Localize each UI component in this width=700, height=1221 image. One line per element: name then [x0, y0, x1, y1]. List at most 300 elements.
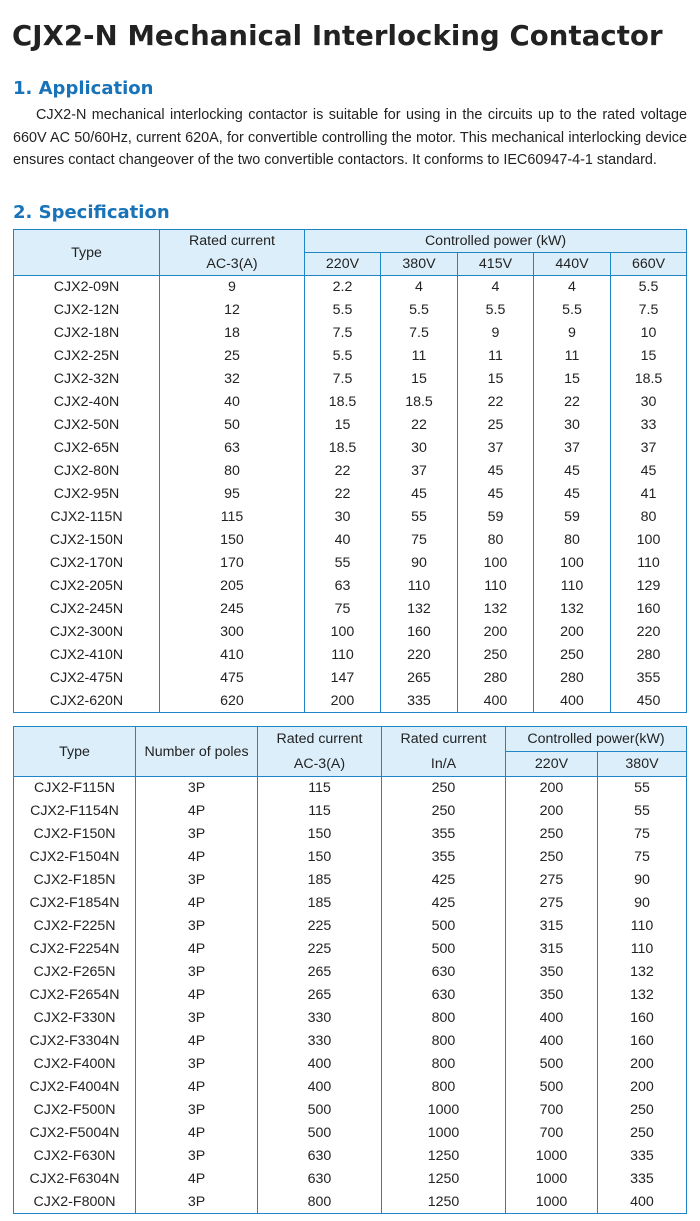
poles-header: Number of poles	[136, 727, 258, 777]
value-cell: 350	[506, 961, 598, 984]
table-row	[14, 984, 687, 1007]
value-cell: 4P	[136, 892, 258, 915]
table-row	[14, 552, 687, 575]
value-cell: 22	[381, 414, 458, 437]
table-row	[14, 800, 687, 823]
value-cell: 1000	[506, 1145, 598, 1168]
value-cell: 18.5	[305, 391, 381, 414]
value-cell: 132	[598, 984, 687, 1007]
value-cell: 335	[598, 1168, 687, 1191]
rated-current-in-unit-header: In/A	[382, 752, 506, 777]
value-cell: 15	[611, 345, 687, 368]
value-cell: 2.2	[305, 276, 381, 299]
value-cell: 5.5	[381, 299, 458, 322]
value-cell: 22	[305, 460, 381, 483]
value-cell: 25	[458, 414, 534, 437]
value-cell: 110	[381, 575, 458, 598]
value-cell: 3P	[136, 1145, 258, 1168]
value-cell: 80	[160, 460, 305, 483]
value-cell: 9	[160, 276, 305, 299]
value-cell: 250	[382, 777, 506, 800]
value-cell: 33	[611, 414, 687, 437]
value-cell: 5.5	[458, 299, 534, 322]
value-cell: 475	[160, 667, 305, 690]
value-cell: 3P	[136, 1053, 258, 1076]
value-cell: 1250	[382, 1145, 506, 1168]
table-row	[14, 598, 687, 621]
value-cell: 147	[305, 667, 381, 690]
value-cell: 205	[160, 575, 305, 598]
value-cell: 40	[305, 529, 381, 552]
voltage-header: 440V	[534, 253, 611, 276]
value-cell: 25	[160, 345, 305, 368]
model-cell: CJX2-F500N	[14, 1099, 136, 1122]
model-cell: CJX2-95N	[14, 483, 160, 506]
value-cell: 115	[160, 506, 305, 529]
value-cell: 400	[258, 1076, 382, 1099]
table-row	[14, 621, 687, 644]
table-row	[14, 322, 687, 345]
value-cell: 250	[598, 1122, 687, 1145]
value-cell: 22	[458, 391, 534, 414]
value-cell: 220	[381, 644, 458, 667]
model-cell: CJX2-F185N	[14, 869, 136, 892]
value-cell: 45	[534, 483, 611, 506]
value-cell: 800	[258, 1191, 382, 1214]
value-cell: 100	[534, 552, 611, 575]
value-cell: 1000	[506, 1168, 598, 1191]
value-cell: 41	[611, 483, 687, 506]
model-cell: CJX2-80N	[14, 460, 160, 483]
type-header: Type	[14, 230, 160, 276]
controlled-power-header: Controlled power (kW)	[305, 230, 687, 253]
value-cell: 400	[506, 1030, 598, 1053]
value-cell: 275	[506, 892, 598, 915]
model-cell: CJX2-150N	[14, 529, 160, 552]
value-cell: 500	[258, 1122, 382, 1145]
table-body	[14, 276, 687, 713]
contactor-spec-table	[13, 229, 687, 713]
table-row	[14, 460, 687, 483]
value-cell: 3P	[136, 823, 258, 846]
value-cell: 110	[598, 915, 687, 938]
model-cell: CJX2-F150N	[14, 823, 136, 846]
value-cell: 250	[506, 823, 598, 846]
value-cell: 4P	[136, 984, 258, 1007]
table-row	[14, 414, 687, 437]
value-cell: 160	[611, 598, 687, 621]
rated-current-in-header: Rated current	[382, 727, 506, 752]
rated-current-unit-header: AC-3(A)	[160, 253, 305, 276]
model-cell: CJX2-F2254N	[14, 938, 136, 961]
page-title: CJX2-N Mechanical Interlocking Contactor	[12, 20, 663, 52]
type-header: Type	[14, 727, 136, 777]
value-cell: 425	[382, 892, 506, 915]
value-cell: 280	[611, 644, 687, 667]
table-row	[14, 391, 687, 414]
value-cell: 45	[458, 460, 534, 483]
value-cell: 18.5	[611, 368, 687, 391]
value-cell: 37	[534, 437, 611, 460]
value-cell: 630	[258, 1145, 382, 1168]
table-row	[14, 667, 687, 690]
specification-heading: 2. Specification	[13, 202, 170, 223]
value-cell: 4P	[136, 846, 258, 869]
value-cell: 90	[598, 892, 687, 915]
value-cell: 4P	[136, 800, 258, 823]
voltage-header: 415V	[458, 253, 534, 276]
table-body	[14, 777, 687, 1214]
value-cell: 265	[258, 961, 382, 984]
value-cell: 132	[534, 598, 611, 621]
value-cell: 150	[258, 823, 382, 846]
value-cell: 11	[381, 345, 458, 368]
value-cell: 55	[598, 800, 687, 823]
application-heading: 1. Application	[13, 78, 154, 99]
value-cell: 220	[611, 621, 687, 644]
value-cell: 100	[458, 552, 534, 575]
table-row	[14, 506, 687, 529]
table-row	[14, 368, 687, 391]
value-cell: 200	[305, 690, 381, 713]
value-cell: 18	[160, 322, 305, 345]
value-cell: 300	[160, 621, 305, 644]
value-cell: 4P	[136, 938, 258, 961]
value-cell: 40	[160, 391, 305, 414]
value-cell: 170	[160, 552, 305, 575]
model-cell: CJX2-50N	[14, 414, 160, 437]
value-cell: 100	[611, 529, 687, 552]
value-cell: 280	[534, 667, 611, 690]
value-cell: 225	[258, 938, 382, 961]
value-cell: 630	[382, 984, 506, 1007]
value-cell: 800	[382, 1053, 506, 1076]
table-row	[14, 690, 687, 713]
value-cell: 30	[381, 437, 458, 460]
value-cell: 50	[160, 414, 305, 437]
value-cell: 250	[506, 846, 598, 869]
value-cell: 15	[381, 368, 458, 391]
value-cell: 7.5	[381, 322, 458, 345]
value-cell: 410	[160, 644, 305, 667]
table-row	[14, 1099, 687, 1122]
value-cell: 132	[381, 598, 458, 621]
application-text: CJX2-N mechanical interlocking contactor is suitable for using in the circuits up to the rated voltage 660V AC 50/60Hz, current 620A, for convertible controlling the motor. This mechanical interlocking device ensures contact changeover of the two convertible contactors. It conforms to IEC60947-4-1 standard.	[13, 107, 687, 168]
model-cell: CJX2-300N	[14, 621, 160, 644]
value-cell: 315	[506, 938, 598, 961]
model-cell: CJX2-F6304N	[14, 1168, 136, 1191]
value-cell: 100	[305, 621, 381, 644]
voltage-header: 380V	[381, 253, 458, 276]
model-cell: CJX2-25N	[14, 345, 160, 368]
value-cell: 3P	[136, 1099, 258, 1122]
value-cell: 75	[598, 823, 687, 846]
value-cell: 400	[598, 1191, 687, 1214]
value-cell: 700	[506, 1099, 598, 1122]
value-cell: 132	[598, 961, 687, 984]
value-cell: 620	[160, 690, 305, 713]
value-cell: 55	[598, 777, 687, 800]
model-cell: CJX2-F1154N	[14, 800, 136, 823]
value-cell: 275	[506, 869, 598, 892]
model-cell: CJX2-410N	[14, 644, 160, 667]
value-cell: 265	[258, 984, 382, 1007]
value-cell: 5.5	[611, 276, 687, 299]
value-cell: 250	[458, 644, 534, 667]
value-cell: 110	[458, 575, 534, 598]
value-cell: 4P	[136, 1030, 258, 1053]
value-cell: 75	[381, 529, 458, 552]
value-cell: 32	[160, 368, 305, 391]
value-cell: 110	[305, 644, 381, 667]
value-cell: 200	[534, 621, 611, 644]
value-cell: 150	[160, 529, 305, 552]
table-row	[14, 644, 687, 667]
table-row	[14, 915, 687, 938]
value-cell: 3P	[136, 777, 258, 800]
value-cell: 15	[534, 368, 611, 391]
value-cell: 335	[381, 690, 458, 713]
table-row	[14, 1053, 687, 1076]
value-cell: 75	[598, 846, 687, 869]
value-cell: 355	[382, 846, 506, 869]
model-cell: CJX2-F330N	[14, 1007, 136, 1030]
value-cell: 80	[458, 529, 534, 552]
model-cell: CJX2-F5004N	[14, 1122, 136, 1145]
value-cell: 500	[506, 1076, 598, 1099]
value-cell: 500	[382, 915, 506, 938]
value-cell: 80	[611, 506, 687, 529]
model-cell: CJX2-245N	[14, 598, 160, 621]
value-cell: 355	[611, 667, 687, 690]
voltage-header: 660V	[611, 253, 687, 276]
value-cell: 200	[598, 1053, 687, 1076]
table-row	[14, 1030, 687, 1053]
value-cell: 95	[160, 483, 305, 506]
value-cell: 3P	[136, 869, 258, 892]
value-cell: 9	[534, 322, 611, 345]
model-cell: CJX2-F225N	[14, 915, 136, 938]
value-cell: 55	[305, 552, 381, 575]
model-cell: CJX2-F265N	[14, 961, 136, 984]
model-cell: CJX2-205N	[14, 575, 160, 598]
table-row	[14, 1145, 687, 1168]
value-cell: 11	[534, 345, 611, 368]
table-row	[14, 961, 687, 984]
value-cell: 1250	[382, 1191, 506, 1214]
value-cell: 315	[506, 915, 598, 938]
value-cell: 63	[305, 575, 381, 598]
value-cell: 4	[534, 276, 611, 299]
value-cell: 800	[382, 1076, 506, 1099]
table-row	[14, 1122, 687, 1145]
value-cell: 200	[458, 621, 534, 644]
value-cell: 37	[611, 437, 687, 460]
value-cell: 30	[534, 414, 611, 437]
value-cell: 355	[382, 823, 506, 846]
table-row	[14, 892, 687, 915]
value-cell: 4P	[136, 1076, 258, 1099]
table-row	[14, 823, 687, 846]
table-row	[14, 777, 687, 800]
value-cell: 3P	[136, 1191, 258, 1214]
value-cell: 59	[534, 506, 611, 529]
value-cell: 425	[382, 869, 506, 892]
value-cell: 1250	[382, 1168, 506, 1191]
model-cell: CJX2-F2654N	[14, 984, 136, 1007]
value-cell: 335	[598, 1145, 687, 1168]
model-cell: CJX2-F3304N	[14, 1030, 136, 1053]
controlled-power-header: Controlled power(kW)	[506, 727, 687, 752]
model-cell: CJX2-F115N	[14, 777, 136, 800]
value-cell: 7.5	[305, 322, 381, 345]
value-cell: 200	[506, 800, 598, 823]
value-cell: 7.5	[305, 368, 381, 391]
value-cell: 90	[381, 552, 458, 575]
value-cell: 110	[598, 938, 687, 961]
value-cell: 400	[458, 690, 534, 713]
value-cell: 500	[506, 1053, 598, 1076]
value-cell: 129	[611, 575, 687, 598]
value-cell: 59	[458, 506, 534, 529]
table-row	[14, 299, 687, 322]
model-cell: CJX2-F400N	[14, 1053, 136, 1076]
value-cell: 800	[382, 1007, 506, 1030]
model-cell: CJX2-475N	[14, 667, 160, 690]
value-cell: 250	[598, 1099, 687, 1122]
value-cell: 280	[458, 667, 534, 690]
value-cell: 800	[382, 1030, 506, 1053]
value-cell: 250	[534, 644, 611, 667]
value-cell: 160	[381, 621, 458, 644]
model-cell: CJX2-65N	[14, 437, 160, 460]
value-cell: 5.5	[534, 299, 611, 322]
value-cell: 200	[598, 1076, 687, 1099]
value-cell: 185	[258, 869, 382, 892]
table-row	[14, 869, 687, 892]
value-cell: 5.5	[305, 345, 381, 368]
table-row	[14, 1191, 687, 1214]
table-row	[14, 1168, 687, 1191]
value-cell: 22	[305, 483, 381, 506]
model-cell: CJX2-12N	[14, 299, 160, 322]
model-cell: CJX2-620N	[14, 690, 160, 713]
value-cell: 4P	[136, 1168, 258, 1191]
value-cell: 150	[258, 846, 382, 869]
value-cell: 90	[598, 869, 687, 892]
voltage-header: 220V	[506, 752, 598, 777]
table-row	[14, 1007, 687, 1030]
value-cell: 400	[534, 690, 611, 713]
value-cell: 132	[458, 598, 534, 621]
value-cell: 11	[458, 345, 534, 368]
value-cell: 630	[382, 961, 506, 984]
value-cell: 115	[258, 777, 382, 800]
model-cell: CJX2-F1504N	[14, 846, 136, 869]
value-cell: 4	[458, 276, 534, 299]
model-cell: CJX2-F800N	[14, 1191, 136, 1214]
value-cell: 18.5	[305, 437, 381, 460]
value-cell: 4	[381, 276, 458, 299]
voltage-header: 380V	[598, 752, 687, 777]
value-cell: 115	[258, 800, 382, 823]
value-cell: 700	[506, 1122, 598, 1145]
value-cell: 45	[381, 483, 458, 506]
value-cell: 55	[381, 506, 458, 529]
model-cell: CJX2-170N	[14, 552, 160, 575]
table-row	[14, 575, 687, 598]
value-cell: 1000	[382, 1122, 506, 1145]
value-cell: 9	[458, 322, 534, 345]
value-cell: 250	[382, 800, 506, 823]
value-cell: 400	[258, 1053, 382, 1076]
model-cell: CJX2-40N	[14, 391, 160, 414]
value-cell: 185	[258, 892, 382, 915]
rated-current-header: Rated current	[258, 727, 382, 752]
value-cell: 37	[381, 460, 458, 483]
table-row	[14, 529, 687, 552]
table-header-row	[14, 230, 687, 253]
value-cell: 63	[160, 437, 305, 460]
voltage-header: 220V	[305, 253, 381, 276]
value-cell: 350	[506, 984, 598, 1007]
model-cell: CJX2-F630N	[14, 1145, 136, 1168]
model-cell: CJX2-09N	[14, 276, 160, 299]
value-cell: 1000	[506, 1191, 598, 1214]
value-cell: 400	[506, 1007, 598, 1030]
value-cell: 630	[258, 1168, 382, 1191]
model-cell: CJX2-F1854N	[14, 892, 136, 915]
value-cell: 160	[598, 1007, 687, 1030]
value-cell: 500	[382, 938, 506, 961]
value-cell: 330	[258, 1007, 382, 1030]
value-cell: 5.5	[305, 299, 381, 322]
value-cell: 45	[534, 460, 611, 483]
value-cell: 500	[258, 1099, 382, 1122]
value-cell: 45	[611, 460, 687, 483]
value-cell: 330	[258, 1030, 382, 1053]
model-cell: CJX2-F4004N	[14, 1076, 136, 1099]
table-row	[14, 1076, 687, 1099]
table-row	[14, 276, 687, 299]
value-cell: 245	[160, 598, 305, 621]
table-row	[14, 437, 687, 460]
value-cell: 160	[598, 1030, 687, 1053]
model-cell: CJX2-32N	[14, 368, 160, 391]
value-cell: 4P	[136, 1122, 258, 1145]
table-header-row	[14, 727, 687, 752]
rated-current-unit-header: AC-3(A)	[258, 752, 382, 777]
value-cell: 30	[305, 506, 381, 529]
value-cell: 7.5	[611, 299, 687, 322]
value-cell: 75	[305, 598, 381, 621]
value-cell: 18.5	[381, 391, 458, 414]
value-cell: 15	[458, 368, 534, 391]
value-cell: 80	[534, 529, 611, 552]
value-cell: 37	[458, 437, 534, 460]
value-cell: 12	[160, 299, 305, 322]
value-cell: 3P	[136, 961, 258, 984]
value-cell: 110	[534, 575, 611, 598]
value-cell: 30	[611, 391, 687, 414]
value-cell: 200	[506, 777, 598, 800]
value-cell: 450	[611, 690, 687, 713]
value-cell: 3P	[136, 915, 258, 938]
value-cell: 225	[258, 915, 382, 938]
value-cell: 3P	[136, 1007, 258, 1030]
table-row	[14, 483, 687, 506]
value-cell: 1000	[382, 1099, 506, 1122]
